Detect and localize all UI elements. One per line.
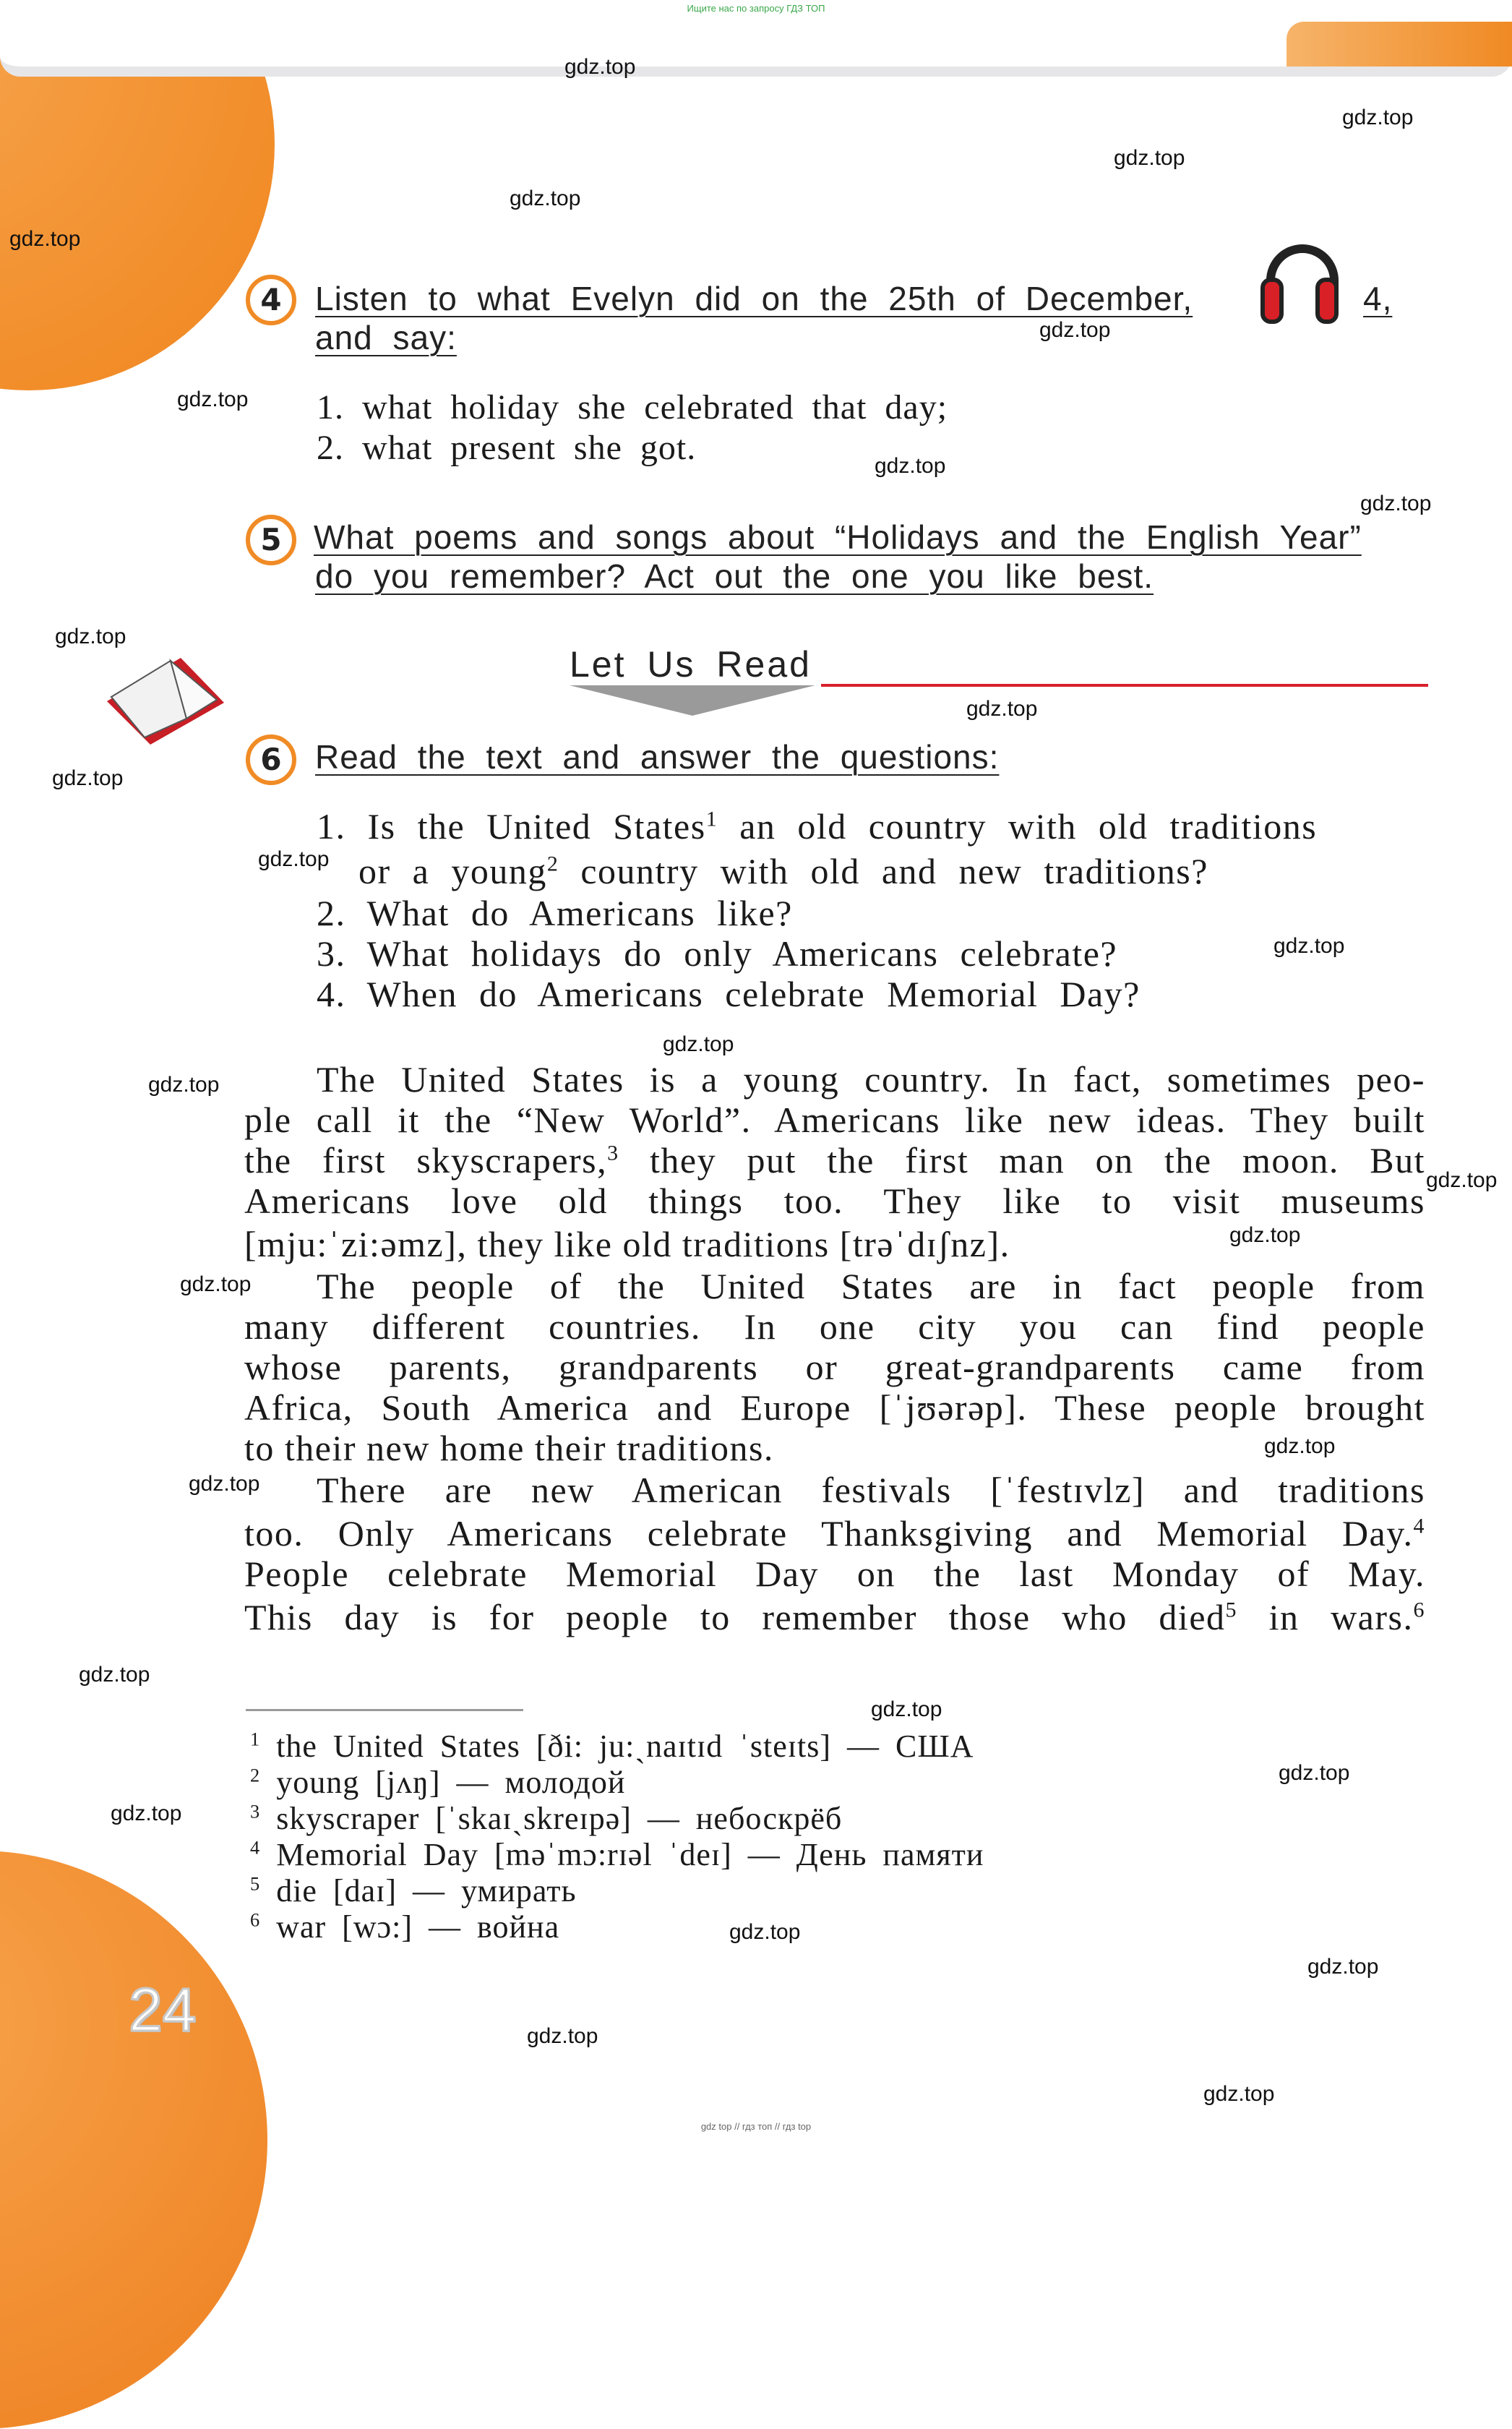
task-4-instruction-line2: and say: (315, 319, 457, 356)
watermark: gdz.top (1307, 1955, 1379, 1979)
watermark: gdz.top (148, 1073, 220, 1097)
footnote: $^4$ Memorial Day [məˈmɔ:rɪəl ˈdeɪ] — День памяти (250, 1836, 984, 1872)
task-number-badge: 5 (246, 515, 296, 565)
watermark: gdz.top (1279, 1761, 1350, 1785)
question-4: 4. When do Americans celebrate Memorial Day? (317, 974, 1141, 1014)
footnote: $^6$ war [wɔ:] — война (250, 1908, 560, 1945)
watermark: gdz.top (111, 1802, 182, 1825)
watermark: gdz.top (966, 697, 1038, 721)
text-line: This day is for people to remember those who died$^5$ in wars.$^6$ (244, 1597, 1425, 1637)
task-4-instruction: Listen to what Evelyn did on the 25th of December, (315, 280, 1193, 317)
text-line: There are new American festivals [ˈfestɪvlz] and traditions (317, 1470, 1425, 1510)
watermark: gdz.top (177, 387, 249, 411)
text-line: People celebrate Memorial Day on the last Monday of May. (244, 1554, 1425, 1594)
section-arrow (570, 685, 815, 717)
watermark: gdz.top (55, 625, 126, 648)
text-line: Africa, South America and Europe [ˈjʊərəp]. These people brought (244, 1387, 1425, 1428)
watermark: gdz.top (871, 1697, 942, 1721)
watermark: gdz.top (258, 847, 330, 871)
text-line: to their new home their traditions. (244, 1428, 774, 1468)
task-6-instruction: Read the text and answer the questions: (315, 738, 1000, 776)
text-line: Americans love old things too. They like to visit museums (244, 1181, 1425, 1221)
watermark: gdz.top (510, 187, 581, 210)
watermark: gdz.top (189, 1472, 260, 1496)
watermark: gdz.top (729, 1920, 801, 1944)
footnote: $^3$ skyscraper [ˈskaɪˏskreɪpə] — небоскрёб (250, 1800, 843, 1836)
top-bar-message: Ищите нас по запросу ГДЗ ТОП (687, 3, 825, 14)
watermark: gdz.top (79, 1663, 150, 1687)
text-line: [mju:ˈzi:əmz], they like old traditions [trəˈdɪʃnz]. (244, 1224, 1010, 1264)
watermark: gdz.top (1203, 2082, 1275, 2106)
task-number-badge: 4 (246, 275, 296, 325)
watermark: gdz.top (1360, 492, 1432, 515)
footnote: $^1$ the United States [ði: ju:ˏnaɪtɪd ˈsteɪts] — США (250, 1728, 974, 1764)
question-2: 2. What do Americans like? (317, 893, 793, 933)
orange-tab-decoration (1287, 22, 1512, 67)
task-4-track-number: 4, (1363, 280, 1393, 317)
text-line: too. Only Americans celebrate Thanksgiving and Memorial Day.$^4$ (244, 1513, 1425, 1554)
watermark: gdz.top (1426, 1168, 1498, 1192)
task-5-instruction-line2: do you remember? Act out the one you like best. (315, 557, 1154, 595)
watermark: gdz.top (1273, 934, 1345, 958)
watermark: gdz.top (180, 1272, 252, 1296)
watermark: gdz.top (663, 1032, 734, 1056)
text-line: whose parents, grandparents or great-grandparents came from (244, 1347, 1425, 1387)
footnote-divider (246, 1709, 523, 1711)
watermark: gdz.top (875, 454, 946, 478)
section-rule (821, 684, 1428, 687)
section-title: Let Us Read (570, 644, 812, 685)
task-4-item: 1. what holiday she celebrated that day; (317, 388, 948, 427)
task-4-item: 2. what present she got. (317, 429, 697, 467)
question-3: 3. What holidays do only Americans celebrate? (317, 933, 1118, 974)
watermark: gdz.top (1114, 146, 1185, 170)
task-5-instruction: What poems and songs about “Holidays and the English Year” (314, 518, 1362, 556)
text-line: The United States is a young country. In fact, sometimes peo- (317, 1059, 1425, 1100)
headphones-right-cup (1315, 278, 1339, 324)
text-line: many different countries. In one city you can find people (244, 1306, 1425, 1347)
footer-text: gdz top // гдз топ // гдз top (700, 2121, 812, 2132)
watermark: gdz.top (1264, 1434, 1336, 1458)
headphones-left-cup (1260, 278, 1284, 324)
text-line: ple call it the “New World”. Americans like new ideas. They built (244, 1100, 1425, 1140)
footnote: $^2$ young [jʌŋ] — молодой (250, 1764, 626, 1800)
question-1-continued: or a young$^2$ country with old and new traditions? (358, 851, 1208, 891)
watermark: gdz.top (1229, 1223, 1301, 1247)
orange-corner-decoration-bottom (0, 1851, 267, 2429)
text-line: the first skyscrapers,$^3$ they put the first man on the moon. But (244, 1140, 1425, 1181)
task-number-badge: 6 (246, 734, 296, 785)
watermark: gdz.top (52, 766, 124, 790)
watermark: gdz.top (1342, 106, 1414, 129)
watermark: gdz.top (564, 55, 636, 79)
question-1: 1. Is the United States$^1$ an old country with old traditions (317, 806, 1318, 847)
footnote: $^5$ die [daɪ] — умирать (250, 1872, 577, 1908)
watermark: gdz.top (9, 227, 81, 251)
page-number: 24 (129, 1976, 197, 2044)
watermark: gdz.top (1039, 318, 1111, 342)
open-book-icon (101, 643, 231, 752)
text-line: The people of the United States are in fact people from (317, 1266, 1425, 1306)
watermark: gdz.top (527, 2024, 598, 2048)
